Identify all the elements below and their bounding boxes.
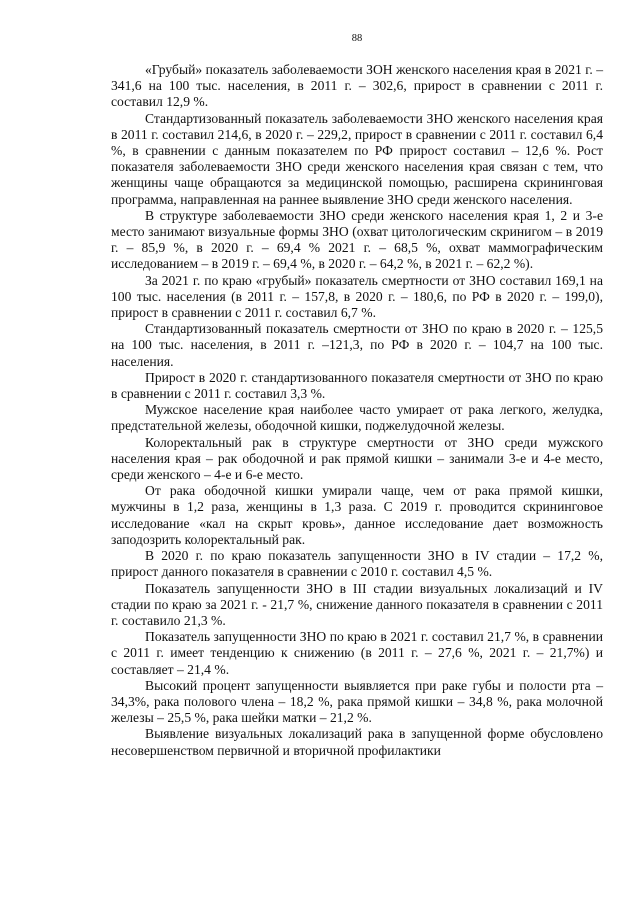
paragraph: В 2020 г. по краю показатель запущенности ЗНО в IV стадии – 17,2 %, прирост данного показателя в сравнении с 2010 г. составил 4,5 %. [111,548,603,580]
paragraph: Стандартизованный показатель смертности от ЗНО по краю в 2020 г. – 125,5 на 100 тыс. населения, в 2011 г. –121,3, по РФ в 2020 г. – 104,7 на 100 тыс. населения. [111,321,603,369]
paragraph: Высокий процент запущенности выявляется при раке губы и полости рта – 34,3%, рака полового члена – 18,2 %, рака прямой кишки – 34,8 %, рака молочной железы – 25,5 %, рака шейки матки – 21,2 %. [111,677,603,726]
paragraph: Колоректальный рак в структуре смертности от ЗНО среди мужского населения края – рак ободочной и рак прямой кишки – занимали 3-е и 4-е место, среди женского – 4-е и 6-е место. [111,434,603,483]
paragraph: «Грубый» показатель заболеваемости ЗОН женского населения края в 2021 г. – 341,6 на 100 тыс. населения, в 2011 г. – 302,6, прирост в сравнении с 2011 г. составил 12,9 %. [111,62,603,110]
paragraph: От рака ободочной кишки умирали чаще, чем от рака прямой кишки, мужчины в 1,2 раза, женщины в 1,3 раза. С 2019 г. проводится скрининговое исследование «кал на скрыт кровь», данное исследование дает возможность заподозрить колоректальный рак. [111,483,603,547]
paragraph: В структуре заболеваемости ЗНО среди женского населения края 1, 2 и 3-е место занимают визуальные формы ЗНО (охват цитологическим скринигом – в 2019 г. – 85,9 %, в 2020 г. – 69,4 % 2021 г. – 68,5 %, охват маммографическим исследованием – в 2019 г. – 69,4 %, в 2020 г. – 64,2 %, в 2021 г. – 62,2 %). [111,207,603,272]
paragraph: Мужское население края наиболее часто умирает от рака легкого, желудка, предстательной железы, ободочной кишки, поджелудочной железы. [111,402,603,434]
paragraph: Выявление визуальных локализаций рака в запущенной форме обусловлено несовершенством первичной и вторичной профилактики [111,726,603,758]
page-number: 88 [351,33,363,44]
paragraph: Стандартизованный показатель заболеваемости ЗНО женского населения края в 2011 г. составил 214,6, в 2020 г. – 229,2, прирост в сравнении с 2011 г. составил 6,4 %, в сравнении с данным показателем по РФ прирост составил – 12,6 %. Рост показателя заболеваемости ЗНО среди женского населения края связан с тем, что женщины чаще обращаются за медицинской помощью, расширена скрининговая программа, направленная на раннее выявление ЗНО среди женского населения. [111,110,603,207]
paragraph: За 2021 г. по краю «грубый» показатель смертности от ЗНО составил 169,1 на 100 тыс. населения (в 2011 г. – 157,8, в 2020 г. – 180,6, по РФ в 2020 г. – 199,0), прирост в сравнении с 2011 г. составил 6,7 %. [111,272,603,321]
paragraph: Прирост в 2020 г. стандартизованного показателя смертности от ЗНО по краю в сравнении с 2011 г. составил 3,3 %. [111,369,603,402]
paragraph: Показатель запущенности ЗНО по краю в 2021 г. составил 21,7 %, в сравнении с 2011 г. имеет тенденцию к снижению (в 2011 г. – 27,6 %, 2021 г. – 21,7%) и составляет – 21,4 %. [111,629,603,677]
paragraph: Показатель запущенности ЗНО в III стадии визуальных локализаций и IV стадии по краю за 2021 г. - 21,7 %, снижение данного показателя в сравнении с 2011 г. составило 21,3 %. [111,580,603,628]
